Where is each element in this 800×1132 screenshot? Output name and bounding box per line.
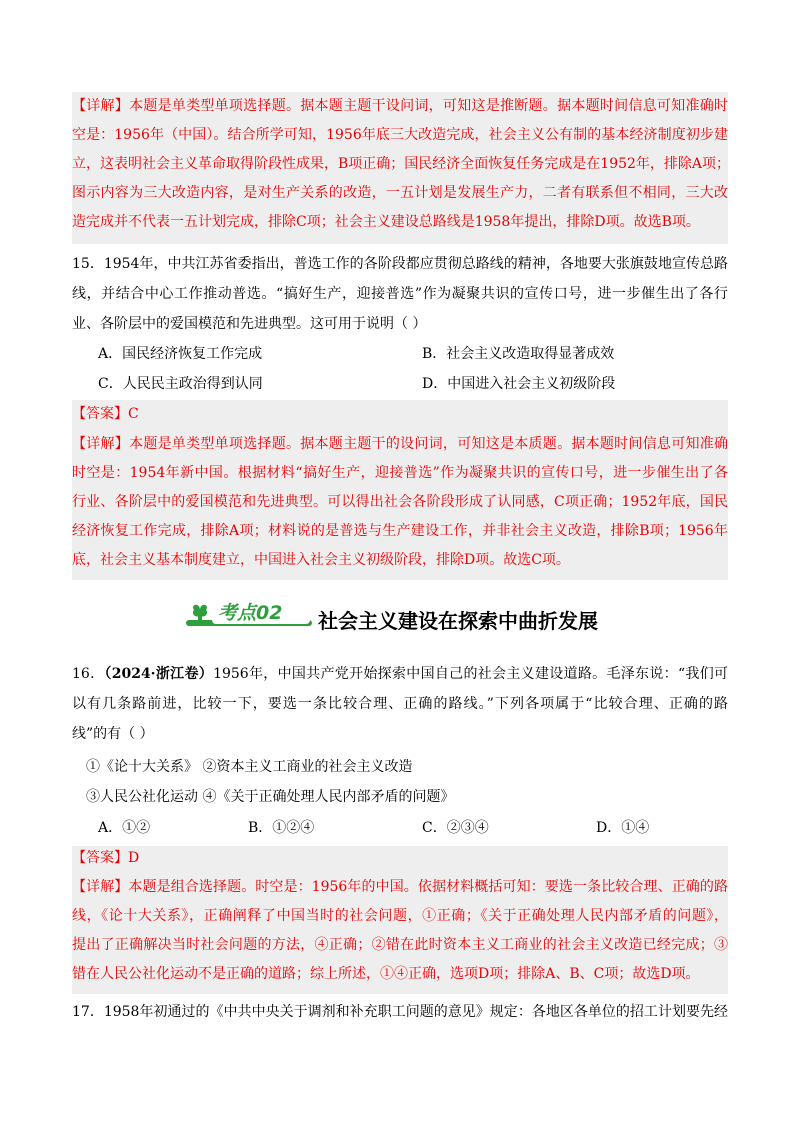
section-badge-label: 考点02 (218, 602, 283, 624)
question-line: 线”的有（ ） (72, 726, 154, 742)
question-line: 15．1954年，中共江苏省委指出，普选工作的各阶段都应贯彻总路线的精神，各地要大张旗鼓地宣传总路 (72, 256, 728, 272)
answer-label: 【答案】D (72, 850, 140, 866)
explanation-line: 空是：1956年（中国）。结合所学可知，1956年底三大改造完成，社会主义公有制的基本经济制度初步建 (72, 127, 728, 143)
explanation-line: 错在人民公社化运动不是正确的道路；综上所述，①④正确，选项D项；排除A、B、C项；故选D项。 (72, 966, 700, 982)
explanation-line: 立，这表明社会主义革命取得阶段性成果，B项正确；国民经济全面恢复任务完成是在1952年，排除A项； (72, 156, 731, 172)
question-line: 线，并结合中心工作推动普选。“搞好生产，迎接普选”作为凝聚共识的宣传口号，进一步催生出了各行 (72, 286, 728, 302)
explanation-line: 【详解】本题是单类型单项选择题。据本题主题干设问词，可知这是推断题。据本题时间信息可知准确时 (72, 98, 728, 114)
option-a: A．国民经济恢复工作完成 (98, 346, 263, 362)
explanation-line: 行业、各阶层中的爱国模范和先进典型。可以得出社会各阶段形成了认同感，C项正确；1952年底，国民 (72, 494, 728, 510)
question-line (72, 664, 728, 684)
question-15 (72, 250, 728, 400)
explanation-line: 造完成并不代表一五计划完成，排除C项；社会主义建设总路线是1958年提出，排除D项。故选B项。 (72, 214, 700, 230)
question-line: 17．1958年初通过的《中共中央关于调剂和补充职工问题的意见》规定：各地区各单位的招工计划要先经 (72, 1004, 728, 1020)
explanation-line: 【详解】本题是单类型单项选择题。据本题主题干的设问词，可知这是本质题。据本题时间信息可知准确 (72, 436, 728, 452)
option-b: B．①②④ (248, 820, 315, 836)
explanation-line: 线，《论十大关系》，正确阐释了中国当时的社会问题，①正确；《关于正确处理人民内部矛盾的问题》， (72, 908, 728, 924)
question-line-text: 16．（2024·浙江卷）1956年，中国共产党开始探索中国自己的社会主义建设道路。毛泽东说：“我们可 (72, 666, 728, 682)
question-line: 业、各阶层中的爱国模范和先进典型。这可用于说明（ ） (72, 316, 427, 332)
option-b: B．社会主义改造取得显著成效 (422, 346, 615, 362)
option-d: D．①④ (596, 820, 650, 836)
option-c: C．人民民主政治得到认同 (98, 376, 263, 392)
explanation-line: 底，社会主义基本制度建立，中国进入社会主义初级阶段，排除D项。故选C项。 (72, 552, 570, 568)
statement-item: ③人民公社化运动 ④《关于正确处理人民内部矛盾的问题》 (86, 789, 455, 805)
explanation-line: 经济恢复工作完成，排除A项；材料说的是普选与生产建设工作，并非社会主义改造，排除B项；1956年 (72, 523, 728, 539)
explanation-line: 提出了正确解决当时社会问题的方法，④正确；②错在此时资本主义工商业的社会主义改造已经完成；③ (72, 937, 728, 953)
question-17 (72, 998, 728, 1028)
option-c: C．②③④ (422, 820, 489, 836)
answer-label: 【答案】C (72, 406, 139, 422)
explanation-line: 【详解】本题是组合选择题。时空是：1956年的中国。依据材料概括可知：要选一条比较合理、正确的路 (72, 879, 728, 895)
option-d: D．中国进入社会主义初级阶段 (422, 376, 616, 392)
question-line: 以有几条路前进，比较一下，要选一条比较合理、正确的路线。”下列各项属于“比较合理、正确的路 (72, 696, 728, 712)
explanation-block-14 (72, 92, 731, 244)
question-16 (72, 660, 728, 845)
explanation-line: 图示内容为三大改造内容，是对生产关系的改造，一五计划是发展生产力，二者有联系但不相同，三大改 (72, 185, 728, 201)
exam-source-tag: （2024·浙江卷） (104, 666, 214, 682)
section-title: 社会主义建设在探索中曲折发展 (318, 609, 598, 633)
answer-block-15 (72, 400, 728, 580)
option-a: A．①② (98, 820, 151, 836)
statement-item: ①《论十大关系》 ②资本主义工商业的社会主义改造 (86, 759, 413, 775)
answer-block-16 (72, 846, 728, 994)
section-badge (186, 600, 312, 628)
explanation-line: 时空是：1954年新中国。根据材料“搞好生产，迎接普选”作为凝聚共识的宣传口号，进一步催生出了各 (72, 465, 728, 481)
